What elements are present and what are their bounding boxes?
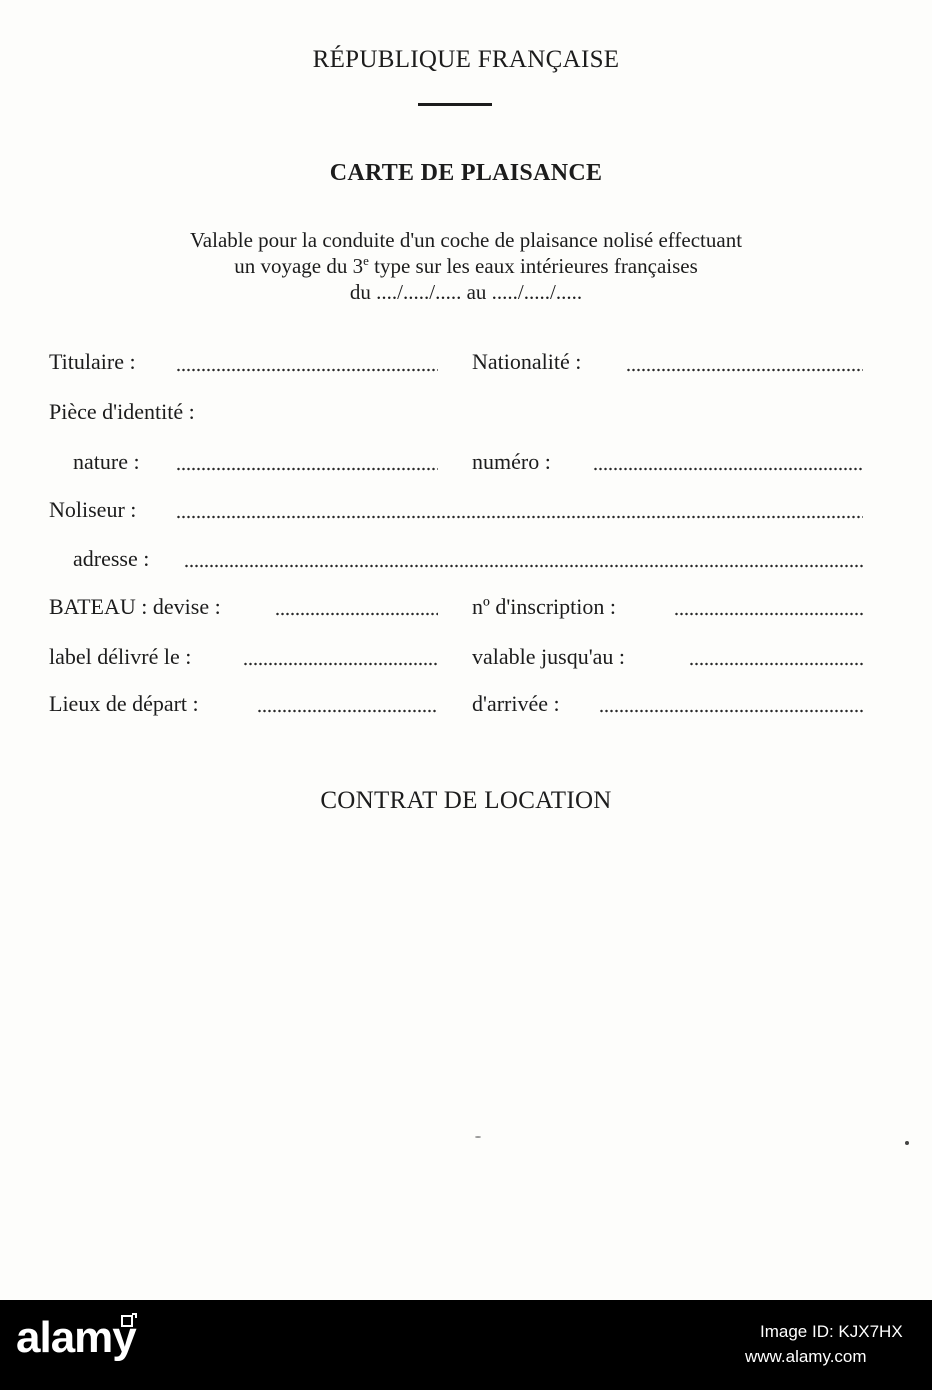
republic-heading: RÉPUBLIQUE FRANÇAISE	[312, 46, 620, 73]
label-nature: nature :	[73, 449, 140, 474]
subtitle-line-2-end: type sur les eaux intérieures françaises	[368, 254, 698, 278]
paper-speck	[905, 1141, 909, 1145]
paper-speck	[475, 1136, 481, 1138]
noliseur-field[interactable]	[176, 515, 863, 519]
card-title: CARTE DE PLAISANCE	[329, 160, 603, 186]
depart-field[interactable]	[257, 709, 438, 713]
label-piece-identite: Pièce d'identité :	[49, 399, 195, 424]
label-bateau-devise: BATEAU : devise :	[49, 594, 221, 619]
contract-heading: CONTRAT DE LOCATION	[320, 787, 612, 814]
title-divider	[418, 103, 492, 106]
nationalite-field[interactable]	[626, 368, 863, 372]
label-noliseur: Noliseur :	[49, 497, 137, 522]
arrivee-field[interactable]	[599, 709, 863, 713]
inscription-field[interactable]	[674, 612, 863, 616]
ordinal-superscript: e	[363, 253, 369, 268]
label-lieux-depart: Lieux de départ :	[49, 691, 199, 716]
label-valable-jusqu: valable jusqu'au :	[472, 644, 626, 669]
titulaire-field[interactable]	[176, 368, 438, 372]
numero-field[interactable]	[593, 467, 863, 471]
alamy-logo: alamy	[16, 1313, 136, 1362]
watermark-footer	[0, 1300, 932, 1390]
devise-field[interactable]	[275, 612, 438, 616]
subtitle-line-2-start: un voyage du 3	[234, 254, 364, 278]
valable-jusqu-field[interactable]	[689, 662, 863, 666]
alamy-url[interactable]: www.alamy.com	[745, 1347, 867, 1366]
subtitle-line-2	[0, 253, 932, 279]
label-adresse: adresse :	[73, 546, 150, 571]
label-label-delivre: label délivré le :	[49, 644, 192, 669]
label-no-inscription: nº d'inscription :	[472, 594, 616, 619]
label-numero: numéro :	[472, 449, 551, 474]
nature-field[interactable]	[176, 467, 438, 471]
label-titulaire: Titulaire :	[49, 349, 136, 374]
subtitle-line-1: Valable pour la conduite d'un coche de plaisance nolisé effectuant	[189, 228, 743, 252]
adresse-field[interactable]	[184, 564, 863, 568]
brand-mark-icon	[120, 1312, 138, 1330]
label-nationalite: Nationalité :	[472, 349, 582, 374]
image-id: Image ID: KJX7HX	[760, 1322, 903, 1341]
label-arrivee: d'arrivée :	[472, 691, 560, 716]
validity-dates-line: du ..../...../..... au ...../...../.....	[349, 280, 583, 304]
label-delivre-field[interactable]	[243, 662, 438, 666]
